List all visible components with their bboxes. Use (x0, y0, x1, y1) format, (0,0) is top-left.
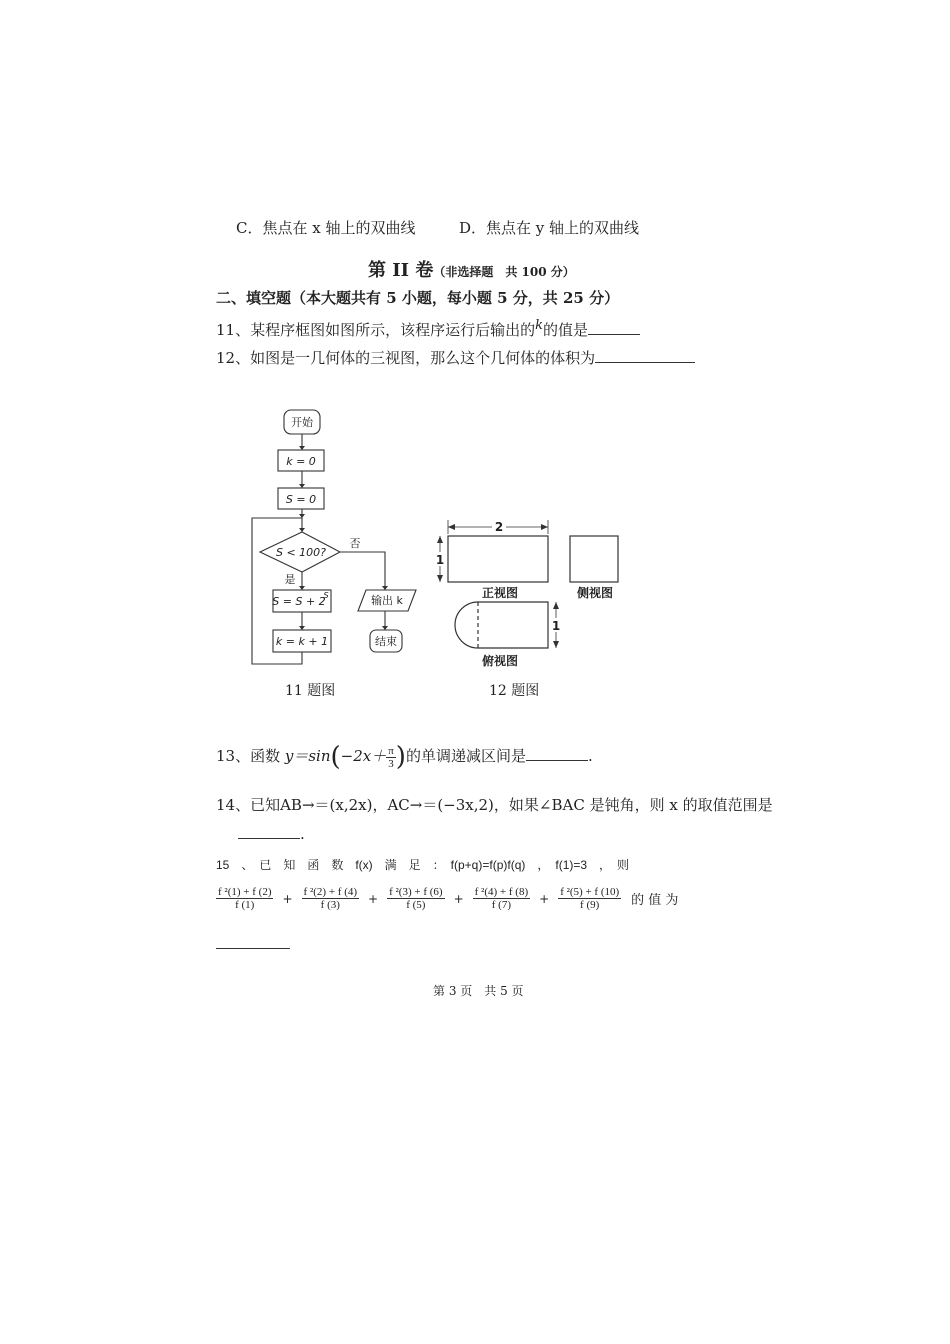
answer-blank-12[interactable] (595, 348, 695, 363)
side-view-label: 侧视图 (576, 586, 614, 600)
question-13-tail: 的单调递减区间是 (405, 747, 526, 765)
q15-term-3-denominator: f (5) (406, 899, 426, 911)
three-views-diagram (430, 510, 630, 670)
question-14-end: . (300, 825, 305, 843)
question-13-function: y＝sin (284, 747, 331, 765)
question-14-answer-line (238, 824, 305, 843)
section-header: 二、填空题（本大题共有 5 小题，每小题 5 分，共 25 分） (216, 289, 620, 307)
question-12 (216, 347, 695, 368)
question-13-text: 13、函数 (216, 747, 285, 765)
top-view-shape (455, 602, 548, 648)
q15-term-4 (473, 886, 530, 911)
side-view-rect (570, 536, 618, 582)
question-15: 15 、 已 知 函 数 f(x) 满 足 ： f(p+q)=f(p)f(q) ， f(1)=3 ， 则 (216, 858, 630, 872)
section-title: 第 II 卷 (368, 260, 434, 281)
flowchart-output-label: 输出 k (371, 594, 403, 607)
option-d: D．焦点在 y 轴上的双曲线 (459, 219, 640, 237)
section-title-group (368, 256, 575, 282)
q15-term-1-denominator: f (1) (235, 899, 255, 911)
flowchart-update-s-exponent: S (323, 591, 329, 600)
flowchart-diagram (240, 400, 430, 670)
views-caption: 12 题图 (489, 683, 540, 699)
flowchart-end-label: 结束 (375, 635, 397, 648)
question-15-tail: 的 值 为 (631, 893, 679, 908)
question-13-end: . (587, 747, 593, 765)
front-view-rect (448, 536, 548, 582)
dimension-height-label: 1 (435, 553, 445, 567)
flowchart-caption: 11 题图 (285, 683, 336, 699)
q15-term-1 (216, 886, 273, 911)
flowchart-yes-label: 是 (284, 573, 296, 586)
q15-term-4-denominator: f (7) (491, 899, 511, 911)
flowchart-update-s-label: S = S + 2 (272, 595, 326, 608)
q15-term-4-numerator: f ²(4) + f (8) (474, 886, 529, 898)
q15-term-2-denominator: f (3) (320, 899, 340, 911)
question-13 (216, 742, 593, 772)
q15-term-2-numerator: f ²(2) + f (4) (303, 886, 358, 898)
q15-term-1-numerator: f ²(1) + f (2) (218, 886, 272, 898)
front-view-label: 正视图 (481, 586, 519, 600)
answer-blank-14[interactable] (238, 824, 300, 839)
plus-sign: + (282, 891, 293, 906)
plus-sign: + (539, 891, 550, 906)
question-11 (216, 318, 640, 340)
dimension-width-label: 2 (494, 520, 504, 534)
flowchart-k0-label: k = 0 (286, 455, 316, 468)
q15-term-3-numerator: f ²(3) + f (6) (389, 886, 443, 898)
question-12-text: 12、如图是一几何体的三视图，那么这个几何体的体积为 (216, 349, 596, 367)
question-11-var: k (535, 318, 543, 333)
question-15-answer-line (216, 934, 290, 953)
flowchart-no-label: 否 (349, 537, 361, 550)
plus-sign: + (453, 891, 464, 906)
page-footer: 第 3 页 共 5 页 (433, 984, 524, 998)
flowchart-start-label: 开始 (291, 416, 313, 429)
question-15-expression (216, 886, 678, 911)
paren-right: ) (395, 742, 406, 772)
dimension-depth-label: 1 (551, 619, 561, 633)
flowchart-condition-label: S < 100? (275, 546, 327, 559)
q15-term-5 (558, 886, 621, 911)
option-c: C．焦点在 x 轴上的双曲线 (236, 219, 416, 237)
q15-term-5-numerator: f ²(5) + f (10) (560, 886, 620, 898)
question-13-inner: −2x＋ (340, 747, 387, 765)
question-11-text: 11、某程序框图如图所示，该程序运行后输出的 (216, 321, 536, 339)
fraction-denominator: 3 (388, 757, 394, 770)
question-14: 14、已知AB→＝(x,2x)，AC→＝(−3x,2)，如果∠BAC 是钝角，则 x 的取值范围是 (216, 796, 773, 814)
question-11-tail: 的值是 (542, 321, 588, 339)
q15-term-3 (387, 886, 444, 911)
answer-blank-13[interactable] (526, 746, 588, 761)
q15-term-2 (302, 886, 359, 911)
paren-left: ( (330, 742, 341, 772)
flowchart-update-k-label: k = k + 1 (275, 635, 329, 648)
plus-sign: + (368, 891, 379, 906)
section-subtitle: （非选择题 共 100 分） (433, 265, 575, 279)
q15-term-5-denominator: f (9) (580, 899, 600, 911)
flowchart-s0-label: S = 0 (285, 493, 317, 506)
pi-over-3-fraction (386, 745, 396, 770)
answer-blank-15[interactable] (216, 934, 290, 949)
answer-blank-11[interactable] (588, 320, 640, 335)
fraction-numerator: π (388, 744, 394, 757)
top-view-label: 俯视图 (481, 654, 519, 668)
